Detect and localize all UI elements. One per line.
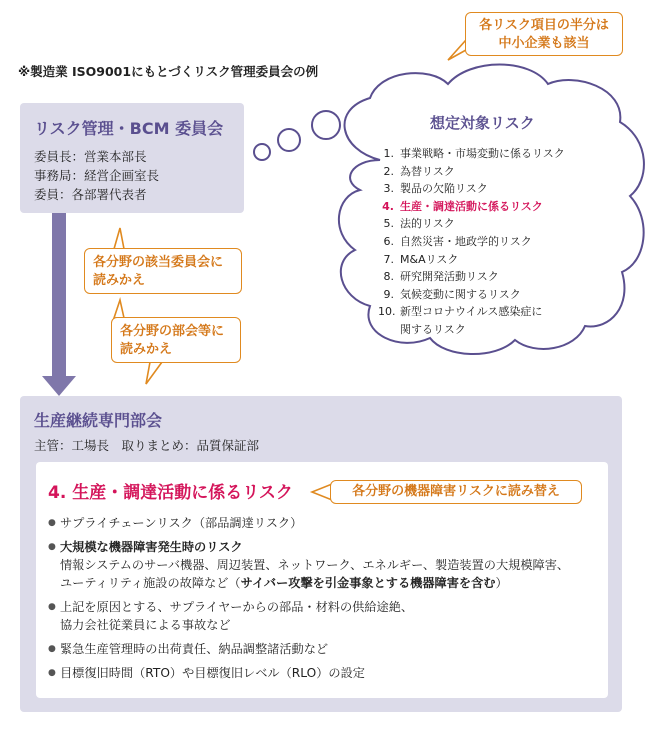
risk-item-text: 生産・調達活動に係るリスク — [400, 199, 543, 213]
bullet-text: ） — [495, 576, 508, 590]
callout-committee-line2: 読みかえ — [93, 273, 146, 288]
risk-item-number: 5. — [383, 217, 394, 231]
header-note: ※製造業 ISO9001にもとづくリスク管理委員会の例 — [18, 64, 319, 79]
risk-item — [378, 163, 618, 181]
committee-chair: 委員長：営業本部長 — [34, 149, 147, 164]
risk-item — [378, 286, 618, 304]
callout-subcommittee-note — [111, 317, 241, 363]
bullet-text: 協力会社従業員による事故など — [60, 618, 231, 632]
callout-committee-note — [84, 248, 242, 294]
risk-detail-bullets — [48, 514, 604, 688]
callout-subcommittee-line2: 読みかえ — [120, 342, 173, 357]
risk-item-text: 関するリスク — [400, 322, 466, 336]
risk-item-text: M&Aリスク — [400, 252, 459, 266]
bullet-shipping-responsibility — [48, 640, 604, 658]
risk-item-text: 法的リスク — [400, 217, 455, 231]
risk-item-number: 8. — [383, 270, 394, 284]
bullet-text: ● 上記を原因とする、サプライヤーからの部品・材料の供給途絶、 — [60, 600, 414, 614]
bullet-text: サプライチェーンリスク（部品調達リスク） — [60, 516, 303, 530]
callout-b-tail — [114, 300, 124, 318]
bullet-text: 情報システムのサーバ機器、周辺装置、ネットワーク、エネルギー、製造装置の大規模障害、 — [60, 558, 570, 572]
risk-item — [378, 145, 618, 163]
cloud-title: 想定対象リスク — [430, 114, 535, 132]
risk-item-text: 気候変動に関するリスク — [400, 287, 521, 301]
bullet-recovery-targets — [48, 664, 604, 682]
callout-a-tail — [114, 228, 124, 249]
risk-item — [378, 215, 618, 233]
section-owner-line: 主管：工場長 取りまとめ：品質保証部 — [34, 438, 260, 453]
risk-item-highlighted — [378, 198, 618, 216]
bullet-text-line2 — [60, 574, 604, 592]
bullet-heading: ● 大規模な機器障害発生時のリスク — [60, 540, 243, 554]
risk-item — [378, 233, 618, 251]
risk-item-number: 10. — [378, 305, 396, 319]
down-arrow — [42, 213, 76, 396]
bullet-text: 緊急生産管理時の出荷責任、納品調整諸活動など — [60, 642, 329, 656]
risk-item-text: 為替リスク — [400, 164, 455, 178]
risk-item — [378, 303, 618, 321]
risk-item-text: 製品の欠陥リスク — [400, 182, 488, 196]
callout-top-tail — [448, 40, 466, 60]
callout-equipment-note: 各分野の機器障害リスクに読み替え — [330, 480, 582, 504]
risk-item-text: 自然災害・地政学的リスク — [400, 234, 532, 248]
bullet-supply-disruption — [48, 598, 604, 634]
committee-secretariat: 事務局：経営企画室長 — [34, 168, 160, 183]
risk-item-number: 7. — [383, 252, 394, 266]
committee-box — [20, 103, 244, 213]
section-title: 生産継続専門部会 — [34, 411, 163, 430]
risk-item — [378, 268, 618, 286]
thought-bubble-small — [254, 144, 270, 160]
risk-detail-title: 4. 生産・調達活動に係るリスク — [48, 483, 293, 503]
risk-item-text: 事業戦略・市場変動に係るリスク — [400, 147, 565, 160]
risk-item-number: 9. — [383, 287, 394, 301]
risk-item-number: 2. — [383, 164, 394, 178]
risk-item-number: 3. — [383, 182, 394, 196]
callout-sme-line2: 中小企業も該当 — [498, 36, 590, 51]
bullet-emphasis: サイバー攻撃を引金事象とする機器障害を含む — [240, 576, 496, 590]
bullet-equipment-failure — [48, 538, 604, 592]
risk-item-number: 1. — [383, 147, 394, 160]
bullet-text: 目標復旧時間（RTO）や目標復旧レベル（RLO）の設定 — [60, 666, 365, 680]
risk-item-text: 研究開発活動リスク — [400, 270, 499, 284]
committee-members: 委員：各部署代表者 — [34, 187, 147, 202]
callout-committee-line1: 各分野の該当委員会に — [93, 255, 224, 270]
thought-bubble-medium — [278, 129, 300, 151]
risk-item-number: 4. — [382, 199, 394, 213]
risk-item-number: 6. — [383, 234, 394, 248]
bullet-supply-chain — [48, 514, 604, 532]
thought-bubble-large — [312, 111, 340, 139]
callout-b-tail-bottom — [146, 362, 162, 384]
risk-item — [378, 251, 618, 269]
callout-subcommittee-line1: 各分野の部会等に — [120, 324, 225, 339]
risk-item-text: 新型コロナウイルス感染症に — [400, 305, 543, 319]
risk-item — [378, 180, 618, 198]
risk-item-continuation — [378, 321, 618, 339]
callout-sme-note — [465, 12, 623, 56]
bullet-text: ユーティリティ施設の故障など（ — [60, 576, 241, 590]
risk-list — [378, 145, 618, 339]
callout-sme-line1: 各リスク項目の半分は — [479, 18, 609, 33]
committee-title: リスク管理・BCM 委員会 — [34, 119, 224, 138]
